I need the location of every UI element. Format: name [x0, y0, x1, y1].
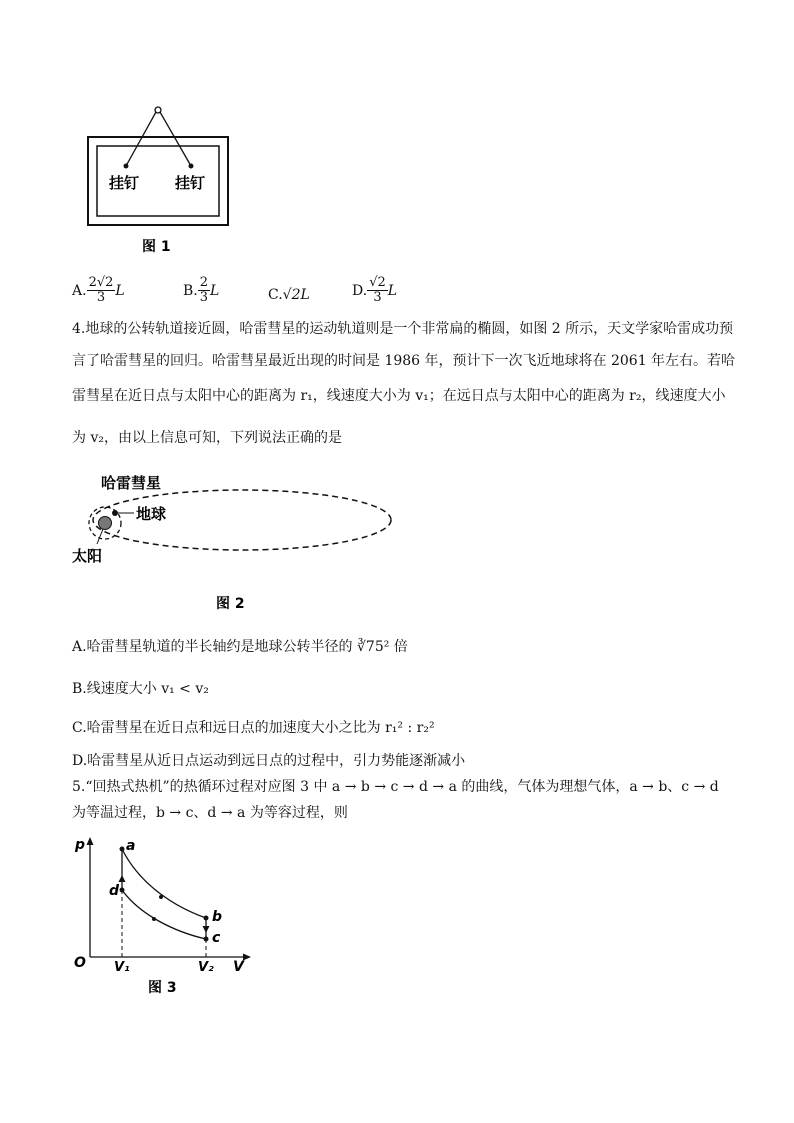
q4-option-b[interactable]: B.线速度大小 v₁ < v₂	[72, 681, 209, 697]
q4-line-3: 雷彗星在近日点与太阳中心的距离为 r₁，线速度大小为 v₁；在远日点与太阳中心的距离为 r₂，线速度大小	[72, 388, 726, 404]
point-b	[204, 916, 209, 921]
p-axis-arrow	[87, 837, 94, 845]
label-c: c	[212, 930, 221, 946]
q4-option-d[interactable]: D.哈雷彗星从近日点运动到远日点的过程中，引力势能逐渐减小	[72, 753, 466, 769]
q4-line-1: 4.地球的公转轨道接近圆，哈雷彗星的运动轨道则是一个非常扁的椭圆，如图 2 所示，天文学家哈雷成功预	[72, 321, 734, 337]
isotherm-dc	[122, 890, 206, 939]
p-axis-label: p	[75, 837, 86, 853]
point-d	[120, 888, 125, 893]
v-axis-arrow	[243, 954, 251, 961]
nail-label-right: 挂钉	[175, 174, 206, 192]
point-c	[204, 937, 209, 942]
earth-label: 地球	[136, 505, 167, 523]
figure-1	[80, 100, 240, 260]
option-c[interactable]: C.√2L	[268, 287, 310, 303]
string-right	[160, 112, 191, 166]
figure-3	[70, 835, 260, 1000]
sun-pointer	[97, 529, 103, 544]
v1-label: V₁	[114, 960, 130, 975]
v-axis-label: V	[233, 959, 244, 975]
arrow-cd	[152, 917, 156, 921]
label-a: a	[126, 838, 136, 854]
nail-dot-right	[189, 164, 194, 169]
sun-label: 太阳	[72, 547, 103, 565]
option-a[interactable]: A. $\frac{2√2}{3}$ L	[72, 275, 125, 306]
q4-option-a[interactable]: A.哈雷彗星轨道的半长轴约是地球公转半径的 ∛75² 倍	[72, 639, 408, 655]
point-a	[120, 847, 125, 852]
comet-label: 哈雷彗星	[101, 474, 162, 492]
origin-label: O	[74, 955, 86, 971]
q4-line-2: 言了哈雷彗星的回归。哈雷彗星最近出现的时间是 1986 年，预计下一次飞近地球将在 2061 年左右。若哈	[72, 353, 736, 369]
v2-label: V₂	[198, 960, 214, 975]
option-d[interactable]: D. $\frac{√2}{3}$ L	[352, 275, 398, 306]
option-b[interactable]: B. $\frac{2}{3}$ L	[183, 275, 220, 306]
nail-dot-left	[124, 164, 129, 169]
figure-2	[70, 466, 400, 616]
q5-line-1: 5.“回热式热机”的热循环过程对应图 3 中 a → b → c → d → a 的曲线，气体为理想气体，a → b、c → d	[72, 779, 719, 795]
label-d: d	[109, 883, 120, 899]
q4-option-c[interactable]: C.哈雷彗星在近日点和远日点的加速度大小之比为 r₁² : r₂²	[72, 720, 435, 736]
label-b: b	[212, 909, 223, 925]
arrow-bc	[203, 926, 210, 933]
q5-line-2: 为等温过程，b → c、d → a 为等容过程，则	[72, 805, 348, 821]
sun	[99, 517, 112, 530]
isotherm-ab	[122, 849, 206, 918]
figure-3-caption: 图 3	[148, 980, 177, 996]
string-left	[126, 112, 156, 166]
arrow-ab	[159, 895, 163, 899]
nail-label-left: 挂钉	[109, 174, 140, 192]
arrow-da	[119, 875, 126, 882]
figure-2-caption: 图 2	[216, 596, 245, 612]
q4-line-4: 为 v₂，由以上信息可知，下列说法正确的是	[72, 430, 342, 446]
figure-1-caption: 图 1	[142, 239, 171, 255]
earth-dot	[112, 510, 118, 516]
